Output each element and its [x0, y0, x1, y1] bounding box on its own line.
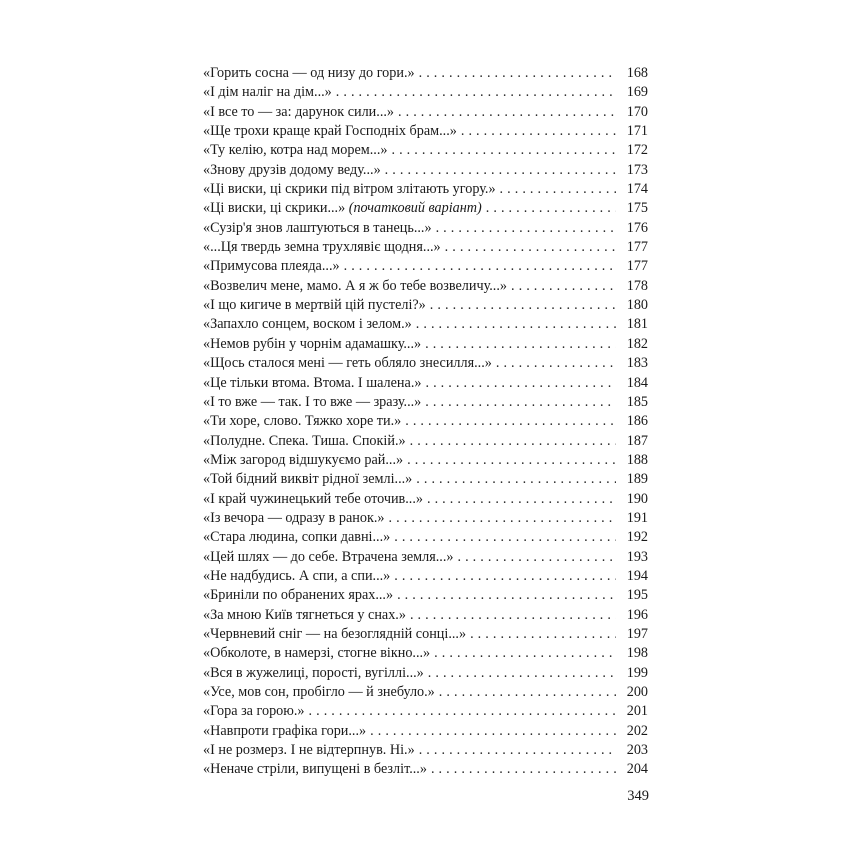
toc-entry-page: 183 [626, 355, 648, 372]
toc-entry-title-text: «І що кигиче в мертвій цій пустелі?» [203, 297, 426, 314]
toc-entry-title [203, 64, 415, 83]
toc-entry-title-text: «Щось сталося мені — геть обляло знесилля...» [203, 355, 492, 372]
toc-entry-title [203, 625, 466, 644]
toc-entry-title-text: «Неначе стріли, випущені в безліт...» [203, 761, 427, 778]
toc-entry-title-text: «Із вечора — одразу в ранок.» [203, 509, 385, 526]
dot-leader [500, 180, 616, 199]
toc-entry-page: 182 [626, 335, 648, 352]
toc-entry-title-text: «І край чужинецький тебе оточив...» [203, 490, 423, 507]
toc-entry-title [203, 354, 492, 373]
toc-entry-title-text: «Возвелич мене, мамо. А я ж бо тебе возвеличу...» [203, 277, 507, 294]
toc-entry-page: 181 [626, 316, 648, 333]
toc-entry-page: 192 [626, 529, 648, 546]
dot-leader [397, 586, 616, 605]
dot-leader [385, 161, 616, 180]
toc-entry-title-text: «Той бідний виквіт рідної землі...» [203, 471, 413, 488]
toc-entry-title-text: «За мною Київ тягнеться у снах.» [203, 606, 406, 623]
toc-entry-title [203, 122, 457, 141]
dot-leader [410, 432, 616, 451]
page-number: 349 [627, 788, 649, 804]
toc-entry-title-text: «Полудне. Спека. Тиша. Спокій.» [203, 432, 406, 449]
dot-leader [344, 257, 616, 276]
toc-entry-page: 171 [626, 123, 648, 140]
toc-entry [203, 490, 648, 509]
dot-leader [425, 335, 616, 354]
toc-entry [203, 277, 648, 296]
toc-entry-page: 191 [626, 509, 648, 526]
toc-entry-title-text: «Червневий сніг — на безоглядній сонці...» [203, 625, 467, 642]
toc-entry-title-text: «Вся в жужелиці, порості, вугіллі...» [203, 664, 424, 681]
dot-leader [410, 606, 616, 625]
dot-leader [434, 644, 616, 663]
toc-entry-page: 197 [626, 625, 648, 642]
dot-leader [457, 548, 616, 567]
toc-entry-page: 178 [626, 277, 648, 294]
toc-entry [203, 528, 648, 547]
toc-entry [203, 741, 648, 760]
toc-entry-page: 201 [626, 703, 648, 720]
toc-entry [203, 354, 648, 373]
toc-entry-page: 187 [626, 432, 648, 449]
toc-entry-title-text: «Бриніли по обранених ярах...» [203, 587, 394, 604]
toc-entry-page: 176 [626, 219, 648, 236]
toc-entry [203, 625, 648, 644]
toc-entry-title-text: «Немов рубін у чорнім адамашку...» [203, 335, 422, 352]
toc-entry [203, 393, 648, 412]
toc-entry [203, 83, 648, 102]
toc-entry-title [203, 722, 366, 741]
toc-entry-title [203, 257, 340, 276]
toc-entry-title-text: «Ще трохи краще край Господніх брам...» [203, 123, 457, 140]
toc-entry [203, 722, 648, 741]
toc-entry-title-text: «Стара людина, сопки давні...» [203, 529, 391, 546]
toc-entry-title [203, 567, 390, 586]
toc-entry-title [203, 83, 332, 102]
toc-entry-title-text: «Цей шлях — до себе. Втрачена земля...» [203, 548, 454, 565]
toc-entry-page: 184 [626, 374, 648, 391]
toc-entry-title [203, 315, 412, 334]
dot-leader [389, 509, 616, 528]
toc-entry [203, 586, 648, 605]
toc-entry-title [203, 606, 406, 625]
toc-entry-title [203, 432, 406, 451]
toc-entry-title-text: «Горить сосна — од низу до гори.» [203, 65, 415, 81]
toc-entry-title [203, 103, 394, 122]
toc-entry-page: 168 [626, 65, 648, 81]
dot-leader [419, 64, 616, 83]
toc-entry-title-text: «І дім наліг на дім...» [203, 84, 332, 101]
dot-leader [431, 760, 616, 779]
toc-entry-page: 204 [626, 761, 648, 778]
toc-entry-title [203, 683, 435, 702]
toc-entry-title-text: «Ці виски, ці скрики під вітром злітають угору.» [203, 181, 496, 198]
toc-entry-title [203, 141, 387, 160]
toc-entry-page: 195 [626, 587, 648, 604]
dot-leader [461, 122, 616, 141]
toc-entry-page: 177 [626, 239, 648, 256]
toc-entry-title-text: «Обколоте, в намерзі, стогне вікно...» [203, 645, 431, 662]
toc-entry-title-text: «Запахло сонцем, воском і зелом.» [203, 316, 412, 333]
dot-leader [427, 490, 616, 509]
toc-entry-title [203, 412, 401, 431]
toc-entry-title-text: «Це тільки втома. Втома. І шалена.» [203, 374, 422, 391]
toc-entry-title [203, 586, 393, 605]
toc-entry-title-text: «...Ця твердь земна трухлявіє щодня...» [203, 239, 441, 256]
toc-entry [203, 122, 648, 141]
toc-entry [203, 548, 648, 567]
toc-entry-title-text: «Не надбудись. А спи, а спи...» [203, 567, 391, 584]
dot-leader [511, 277, 616, 296]
dot-leader [496, 354, 616, 373]
toc-entry-page: 202 [626, 722, 648, 739]
dot-leader [436, 219, 616, 238]
toc-entry-title-text: «І то вже — так. І то вже — зразу...» [203, 393, 422, 410]
toc-entry [203, 296, 648, 315]
toc-entry [203, 664, 648, 683]
dot-leader [486, 199, 616, 218]
dot-leader [398, 103, 616, 122]
toc-entry-title [203, 238, 441, 257]
dot-leader [309, 702, 616, 721]
toc-entry [203, 64, 648, 83]
toc-entry [203, 683, 648, 702]
toc-entry-page: 199 [626, 664, 648, 681]
dot-leader [336, 83, 616, 102]
toc-entry-title [203, 180, 496, 199]
toc-entry-page: 190 [626, 490, 648, 507]
toc-entry-title [203, 393, 421, 412]
table-of-contents [203, 64, 648, 780]
toc-entry [203, 451, 648, 470]
dot-leader [370, 722, 616, 741]
dot-leader [394, 567, 616, 586]
toc-entry [203, 257, 648, 276]
toc-entry [203, 702, 648, 721]
toc-entry-title [203, 509, 385, 528]
toc-entry-page: 200 [626, 684, 648, 700]
toc-entry-page: 203 [626, 742, 648, 759]
toc-entry [203, 103, 648, 122]
toc-entry [203, 567, 648, 586]
dot-leader [430, 296, 616, 315]
toc-entry-title [203, 277, 507, 296]
toc-entry-title [203, 161, 381, 180]
toc-entry-page: 175 [626, 200, 648, 217]
toc-entry-page: 194 [626, 567, 648, 584]
dot-leader [407, 451, 616, 470]
dot-leader [425, 393, 616, 412]
toc-entry-page: 172 [626, 142, 648, 159]
toc-entry-title-text: «Гора за горою.» [203, 703, 305, 720]
toc-entry-page: 196 [626, 606, 648, 623]
toc-entry-title-text: «І все то — за: дарунок сили...» [203, 103, 395, 120]
toc-entry-page: 193 [626, 548, 648, 565]
toc-entry [203, 161, 648, 180]
toc-entry-title-text: «Між загород відшукуємо рай...» [203, 451, 404, 468]
toc-entry-title-text: «Примусова плеяда...» [203, 258, 340, 275]
toc-entry-title-text: «Знову друзів додому веду...» [203, 161, 381, 178]
toc-entry-title [203, 374, 421, 393]
toc-entry-page: 185 [626, 393, 648, 410]
toc-entry [203, 199, 648, 218]
toc-entry-page: 180 [626, 297, 648, 314]
toc-entry-note: (початковий варіант) [348, 200, 482, 217]
toc-entry-page: 174 [626, 181, 648, 198]
toc-entry-page: 177 [626, 258, 648, 275]
toc-entry [203, 509, 648, 528]
toc-entry-title [203, 490, 423, 509]
toc-entry-title [203, 219, 432, 238]
dot-leader [470, 625, 616, 644]
toc-entry-page: 169 [626, 84, 648, 101]
dot-leader [439, 683, 616, 702]
toc-entry-title [203, 702, 305, 721]
toc-entry [203, 238, 648, 257]
toc-entry-title [203, 760, 427, 779]
toc-entry [203, 335, 648, 354]
dot-leader [419, 741, 616, 760]
toc-entry-page: 173 [626, 161, 648, 178]
toc-entry-title-text: «Сузір'я знов лаштуються в танець...» [203, 219, 432, 236]
toc-entry [203, 644, 648, 663]
toc-entry-title [203, 548, 453, 567]
toc-entry [203, 315, 648, 334]
toc-entry [203, 219, 648, 238]
toc-entry-title [203, 664, 424, 683]
toc-entry-title [203, 451, 403, 470]
toc-entry-title [203, 470, 412, 489]
dot-leader [405, 412, 616, 431]
dot-leader [428, 664, 616, 683]
toc-entry [203, 180, 648, 199]
dot-leader [416, 470, 616, 489]
toc-entry [203, 374, 648, 393]
dot-leader [445, 238, 616, 257]
toc-entry [203, 141, 648, 160]
toc-entry-title [203, 741, 415, 760]
toc-entry [203, 432, 648, 451]
dot-leader [416, 315, 616, 334]
toc-entry-title-text: «Ту келію, котра над морем...» [203, 142, 388, 159]
toc-entry-page: 186 [626, 413, 648, 430]
toc-entry [203, 606, 648, 625]
toc-entry-page: 189 [626, 471, 648, 488]
dot-leader [425, 374, 616, 393]
toc-entry-title [203, 199, 482, 218]
toc-entry-page: 188 [626, 451, 648, 468]
toc-entry [203, 760, 648, 779]
toc-entry-page: 198 [626, 645, 648, 662]
toc-entry-title-text: «Усе, мов сон, пробігло — й знебуло.» [203, 684, 435, 700]
toc-entry-title-text: «Ці виски, ці скрики...» [203, 200, 346, 217]
toc-entry-title-text: «Навпроти графіка гори...» [203, 722, 367, 739]
toc-entry [203, 470, 648, 489]
toc-entry-title [203, 296, 426, 315]
toc-entry-title [203, 644, 430, 663]
toc-entry-title [203, 528, 390, 547]
dot-leader [391, 141, 616, 160]
toc-entry [203, 412, 648, 431]
toc-entry-page: 170 [626, 103, 648, 120]
toc-entry-title-text: «І не розмерз. І не відтерпнув. Ні.» [203, 742, 415, 759]
toc-entry-title-text: «Ти хоре, слово. Тяжко хоре ти.» [203, 413, 402, 430]
toc-entry-title [203, 335, 421, 354]
dot-leader [394, 528, 616, 547]
